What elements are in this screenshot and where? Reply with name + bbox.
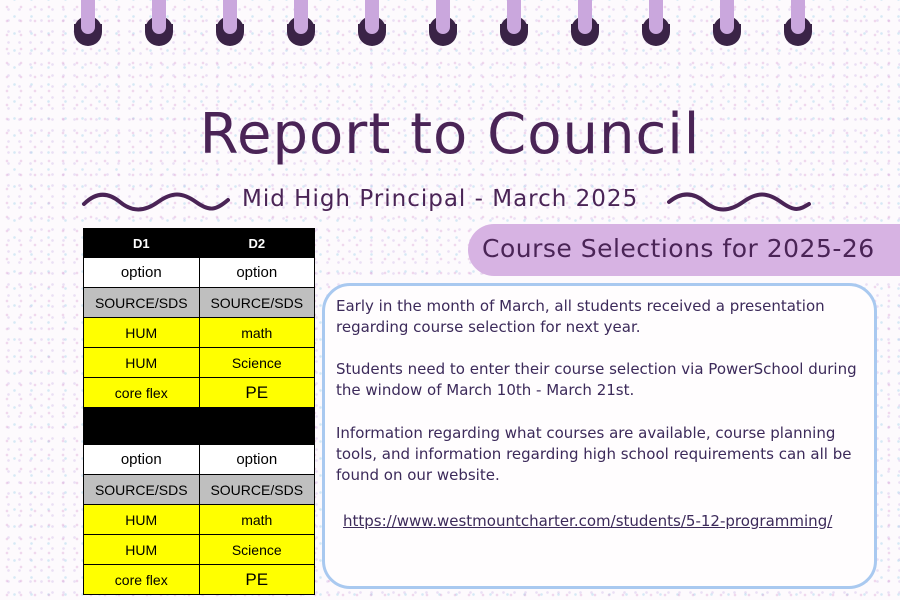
- binding-ring-icon: [287, 0, 315, 54]
- table-cell: option: [199, 445, 315, 475]
- section-heading-pill: [468, 224, 900, 276]
- table-cell: core flex: [84, 378, 200, 408]
- binding-ring-icon: [145, 0, 173, 54]
- binding-ring-icon: [74, 0, 102, 54]
- binding-ring-icon: [571, 0, 599, 54]
- table-cell: SOURCE/SDS: [199, 475, 315, 505]
- table-cell: SOURCE/SDS: [84, 475, 200, 505]
- binding-ring-icon: [358, 0, 386, 54]
- table-cell: SOURCE/SDS: [84, 288, 200, 318]
- binding-ring-icon: [713, 0, 741, 54]
- table-row: [84, 565, 315, 595]
- table-cell: HUM: [84, 318, 200, 348]
- table-row: [84, 505, 315, 535]
- table-cell: PE: [199, 565, 315, 595]
- table-row: [84, 258, 315, 288]
- table-cell: option: [84, 445, 200, 475]
- table-cell: Science: [199, 535, 315, 565]
- table-row: [84, 475, 315, 505]
- paragraph-powerschool: Students need to enter their course selection via PowerSchool during the window of March 10th - March 21st.: [336, 360, 857, 399]
- table-cell: math: [199, 505, 315, 535]
- subtitle: Mid High Principal - March 2025: [242, 186, 639, 212]
- website-link[interactable]: https://www.westmountcharter.com/students/5-12-programming/: [343, 512, 833, 530]
- table-row: [84, 348, 315, 378]
- table-cell: option: [199, 258, 315, 288]
- table-cell: HUM: [84, 348, 200, 378]
- binding-ring-icon: [784, 0, 812, 54]
- binding-ring-icon: [500, 0, 528, 54]
- schedule-table: [83, 228, 315, 595]
- table-cell: SOURCE/SDS: [199, 288, 315, 318]
- squiggle-right-icon: [667, 190, 812, 214]
- table-cell: Science: [199, 348, 315, 378]
- separator-cell: [84, 408, 315, 445]
- table-cell: HUM: [84, 535, 200, 565]
- table-separator-row: [84, 408, 315, 445]
- table-row: [84, 318, 315, 348]
- table-row: [84, 288, 315, 318]
- info-textbox: [322, 283, 877, 589]
- table-cell: PE: [199, 378, 315, 408]
- binding-ring-icon: [429, 0, 457, 54]
- binding-ring-icon: [642, 0, 670, 54]
- table-row: [84, 445, 315, 475]
- column-header-d2: D2: [199, 229, 315, 258]
- column-header-d1: D1: [84, 229, 200, 258]
- squiggle-left-icon: [82, 190, 232, 214]
- table-cell: core flex: [84, 565, 200, 595]
- table-cell: math: [199, 318, 315, 348]
- table-cell: option: [84, 258, 200, 288]
- page-title: Report to Council: [199, 102, 701, 167]
- section-title: Course Selections for 2025-26: [482, 234, 875, 263]
- table-row: [84, 378, 315, 408]
- table-header-row: [84, 229, 315, 258]
- table-cell: HUM: [84, 505, 200, 535]
- subtitle-row: [82, 184, 812, 220]
- paragraph-website-info: Information regarding what courses are available, course planning tools, and information regarding high school requirements can all be found on our website.: [336, 424, 852, 484]
- paragraph-presentation: Early in the month of March, all students received a presentation regarding course selection for next year.: [336, 297, 825, 336]
- table-row: [84, 535, 315, 565]
- binding-ring-icon: [216, 0, 244, 54]
